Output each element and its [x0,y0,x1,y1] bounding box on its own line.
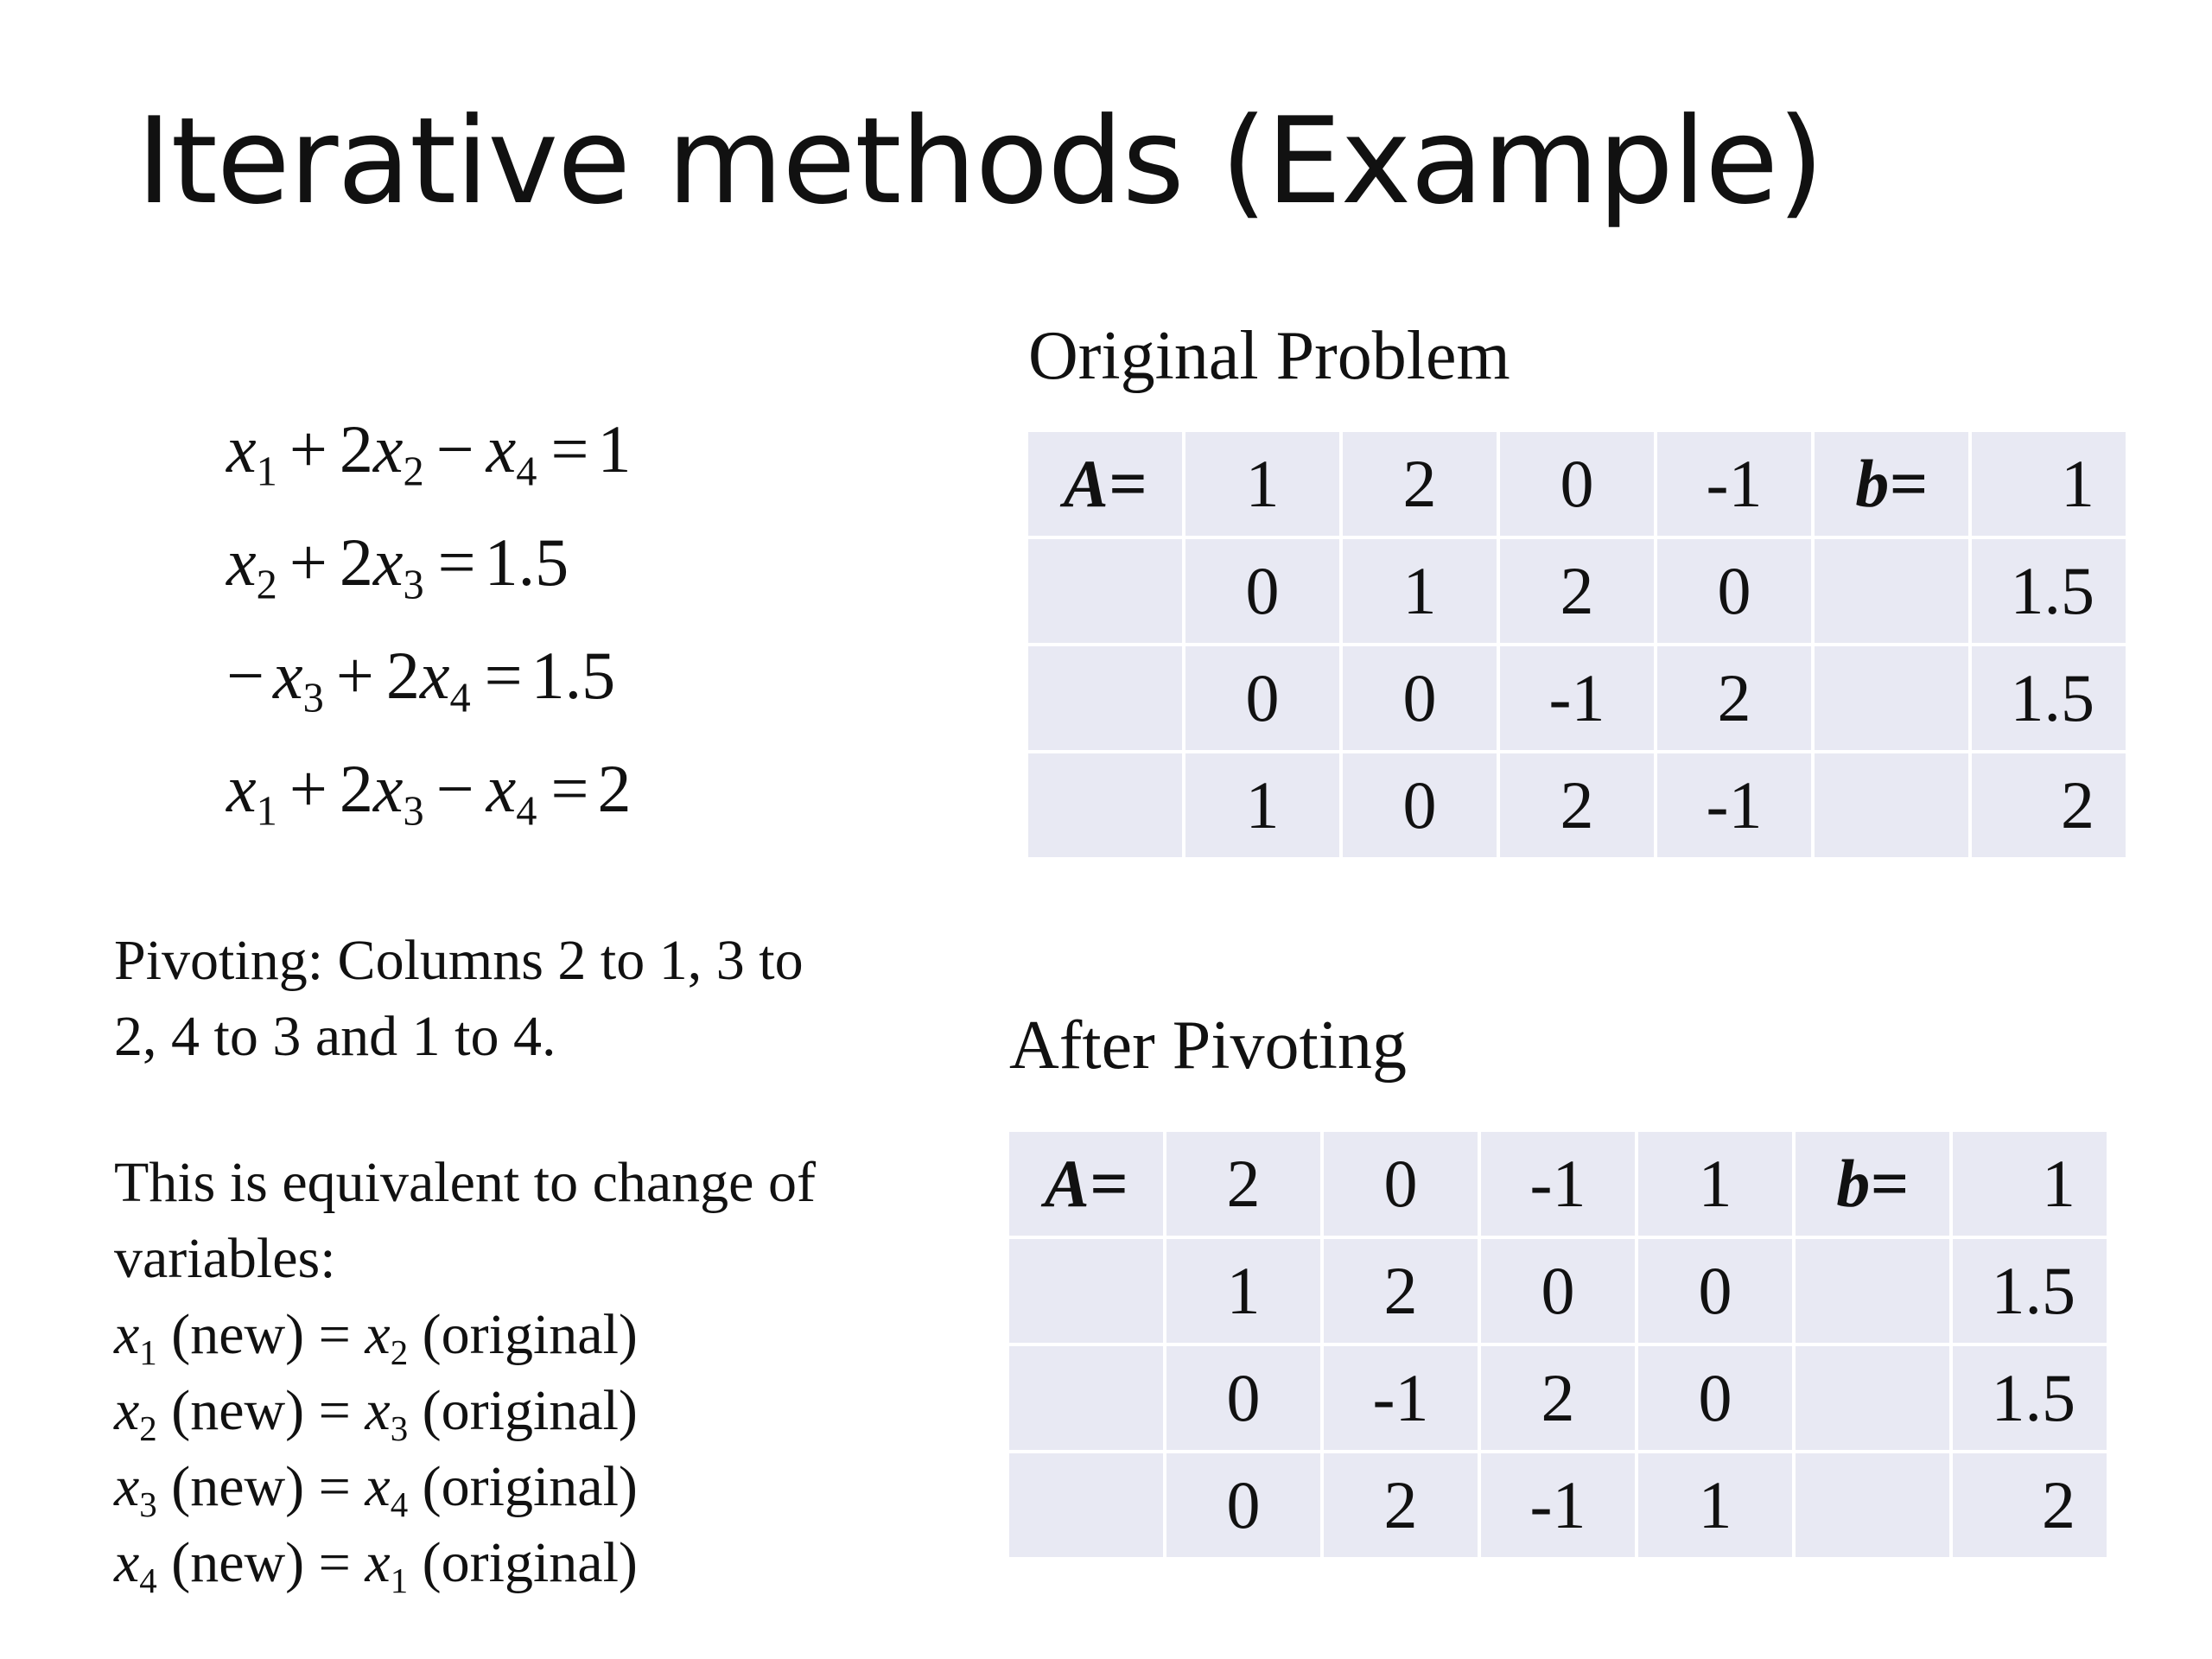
equation-row [226,406,631,519]
term-coefficient: 2 [385,638,420,713]
empty-cell [1796,1239,1949,1343]
matrix-row [1009,1346,2107,1450]
original-label: (original) [422,1379,638,1442]
pivot-note-line: Pivoting: Columns 2 to 1, 3 to [114,929,804,992]
term-variable: $x_4$ [486,751,537,835]
matrix-cell: 0 [1638,1346,1792,1450]
equation-rhs: 1 [597,411,632,486]
equation-term [340,519,424,606]
equation-rhs: 1.5 [484,524,569,600]
equation-term [226,406,277,493]
matrix-cell: -1 [1481,1453,1635,1557]
term-subscript: 2 [403,448,424,495]
original-variable-subscript: 2 [390,1333,409,1373]
equation-row [226,746,631,859]
term-subscript: 3 [403,788,424,835]
matrix-row [1028,753,2126,857]
matrix-cell: 0 [1185,539,1339,643]
term-variable: $x_1$ [226,751,277,835]
equation-term [226,746,277,835]
change-of-variables-note [114,1145,816,1601]
change-note-line: This is equivalent to change of [114,1151,816,1214]
b-vector-cell: 2 [1953,1453,2107,1557]
matrix-cell: 2 [1166,1132,1320,1236]
term-variable: $x_3$ [372,524,424,608]
pivot-note-line: 2, 4 to 3 and 1 to 4. [114,1005,556,1068]
term-variable: $x_2$ [226,524,277,608]
empty-cell [1028,753,1182,857]
matrix-cell: 0 [1185,646,1339,750]
equation-operator: + [289,751,327,826]
equation-term [273,632,324,719]
empty-cell [1796,1453,1949,1557]
after-pivoting-label: After Pivoting [1009,1007,1407,1084]
new-variable-subscript: 2 [139,1409,157,1449]
a-label-cell: A= [1009,1132,1163,1236]
new-variable: $x_2$ [114,1379,157,1449]
term-subscript: 4 [516,448,537,495]
empty-cell [1815,539,1968,643]
matrix-cell: 2 [1343,432,1497,536]
matrix-cell: 0 [1481,1239,1635,1343]
mapping-equals: = [318,1531,351,1594]
term-subscript: 1 [256,788,277,835]
matrix-row [1009,1239,2107,1343]
matrix-cell: 1 [1638,1453,1792,1557]
term-variable: $x_1$ [226,411,277,495]
equation-term [486,746,537,835]
term-variable: $x_4$ [486,411,537,495]
empty-cell [1028,646,1182,750]
term-subscript: 2 [256,562,277,608]
equation-rhs: 2 [597,751,632,826]
mapping-equals: = [318,1379,351,1442]
original-variable: $x_1$ [365,1531,409,1601]
matrix-cell: 2 [1324,1453,1478,1557]
b-vector-cell: 1 [1972,432,2126,536]
empty-cell [1028,539,1182,643]
empty-cell [1009,1346,1163,1450]
term-variable: $x_3$ [273,638,324,721]
matrix-cell: 1 [1185,432,1339,536]
term-variable: $x_4$ [419,638,471,721]
b-vector-cell: 1.5 [1953,1346,2107,1450]
matrix-cell: 0 [1166,1346,1320,1450]
term-subscript: 4 [516,788,537,835]
pivoted-matrix-table [1006,1128,2110,1560]
term-coefficient: 2 [339,411,373,486]
original-variable: $x_3$ [365,1379,409,1449]
equation-term [226,519,277,606]
mapping-equals: = [318,1455,351,1518]
equation-operator: + [335,638,374,713]
pivot-note [114,923,804,1075]
term-subscript: 4 [449,675,471,721]
original-problem-label: Original Problem [1028,318,1510,394]
matrix-cell: 1 [1185,753,1339,857]
original-variable-subscript: 4 [390,1485,409,1525]
matrix-row [1028,432,2126,536]
matrix-cell: 2 [1500,753,1654,857]
term-subscript: 1 [256,448,277,495]
b-vector-cell: 1.5 [1953,1239,2107,1343]
matrix-cell: 0 [1343,646,1497,750]
variable-mapping-list [114,1297,816,1601]
a-label-cell: A= [1028,432,1182,536]
term-subscript: 3 [403,562,424,608]
matrix-row [1009,1453,2107,1557]
equals-sign: = [437,524,476,600]
matrix-cell: 1 [1343,539,1497,643]
variable-mapping [114,1373,816,1449]
matrix-cell: -1 [1657,753,1811,857]
equation-operator: − [226,638,264,713]
equation-term [486,406,537,493]
equation-term [386,632,471,719]
empty-cell [1009,1453,1163,1557]
equation-row [226,519,631,632]
term-subscript: 3 [302,675,324,721]
original-variable-subscript: 3 [390,1409,409,1449]
empty-cell [1815,753,1968,857]
equation-row [226,632,631,746]
new-variable: $x_3$ [114,1455,157,1525]
matrix-cell: 0 [1500,432,1654,536]
matrix-cell: -1 [1324,1346,1478,1450]
b-label-cell: b= [1815,432,1968,536]
new-variable: $x_4$ [114,1531,157,1601]
matrix-cell: 0 [1638,1239,1792,1343]
matrix-cell: 0 [1166,1453,1320,1557]
slide-title: Iterative methods (Example) [137,92,1823,231]
term-variable: $x_2$ [372,411,424,495]
equals-sign: = [550,411,589,486]
matrix-cell: -1 [1481,1132,1635,1236]
empty-cell [1815,646,1968,750]
matrix-row [1028,646,2126,750]
change-note-line: variables: [114,1227,336,1290]
equation-term [339,746,424,835]
equation-operator: − [435,751,474,826]
term-variable: $x_3$ [372,751,424,835]
new-variable: $x_1$ [114,1303,157,1373]
matrix-cell: 0 [1343,753,1497,857]
original-matrix-table [1025,429,2129,861]
matrix-cell: 0 [1657,539,1811,643]
empty-cell [1796,1346,1949,1450]
original-variable: $x_4$ [365,1455,409,1525]
new-label: (new) [171,1303,305,1366]
b-vector-cell: 1 [1953,1132,2107,1236]
original-label: (original) [422,1455,638,1518]
matrix-cell: -1 [1500,646,1654,750]
equals-sign: = [484,638,523,713]
original-variable-subscript: 1 [390,1561,409,1601]
equals-sign: = [550,751,589,826]
b-label-cell: b= [1796,1132,1949,1236]
original-label: (original) [422,1531,638,1594]
empty-cell [1009,1239,1163,1343]
matrix-cell: 2 [1324,1239,1478,1343]
matrix-cell: 2 [1500,539,1654,643]
b-vector-cell: 1.5 [1972,646,2126,750]
new-label: (new) [171,1531,305,1594]
matrix-row [1028,539,2126,643]
original-label: (original) [422,1303,638,1366]
variable-mapping [114,1297,816,1373]
matrix-row [1009,1132,2107,1236]
mapping-equals: = [318,1303,351,1366]
equation-rhs: 1.5 [531,638,616,713]
matrix-cell: 1 [1638,1132,1792,1236]
equation-system [226,406,631,859]
term-coefficient: 2 [339,751,373,826]
new-variable-subscript: 4 [139,1561,157,1601]
term-coefficient: 2 [339,524,373,600]
b-vector-cell: 2 [1972,753,2126,857]
b-vector-cell: 1.5 [1972,539,2126,643]
variable-mapping [114,1525,816,1601]
new-variable-subscript: 1 [139,1333,157,1373]
equation-operator: + [289,524,327,600]
matrix-cell: -1 [1657,432,1811,536]
new-label: (new) [171,1455,305,1518]
variable-mapping [114,1449,816,1525]
equation-term [340,406,424,493]
original-variable: $x_2$ [365,1303,409,1373]
matrix-cell: 2 [1657,646,1811,750]
equation-operator: − [435,411,474,486]
new-label: (new) [171,1379,305,1442]
new-variable-subscript: 3 [139,1485,157,1525]
matrix-cell: 0 [1324,1132,1478,1236]
matrix-cell: 1 [1166,1239,1320,1343]
matrix-cell: 2 [1481,1346,1635,1450]
equation-operator: + [289,411,327,486]
